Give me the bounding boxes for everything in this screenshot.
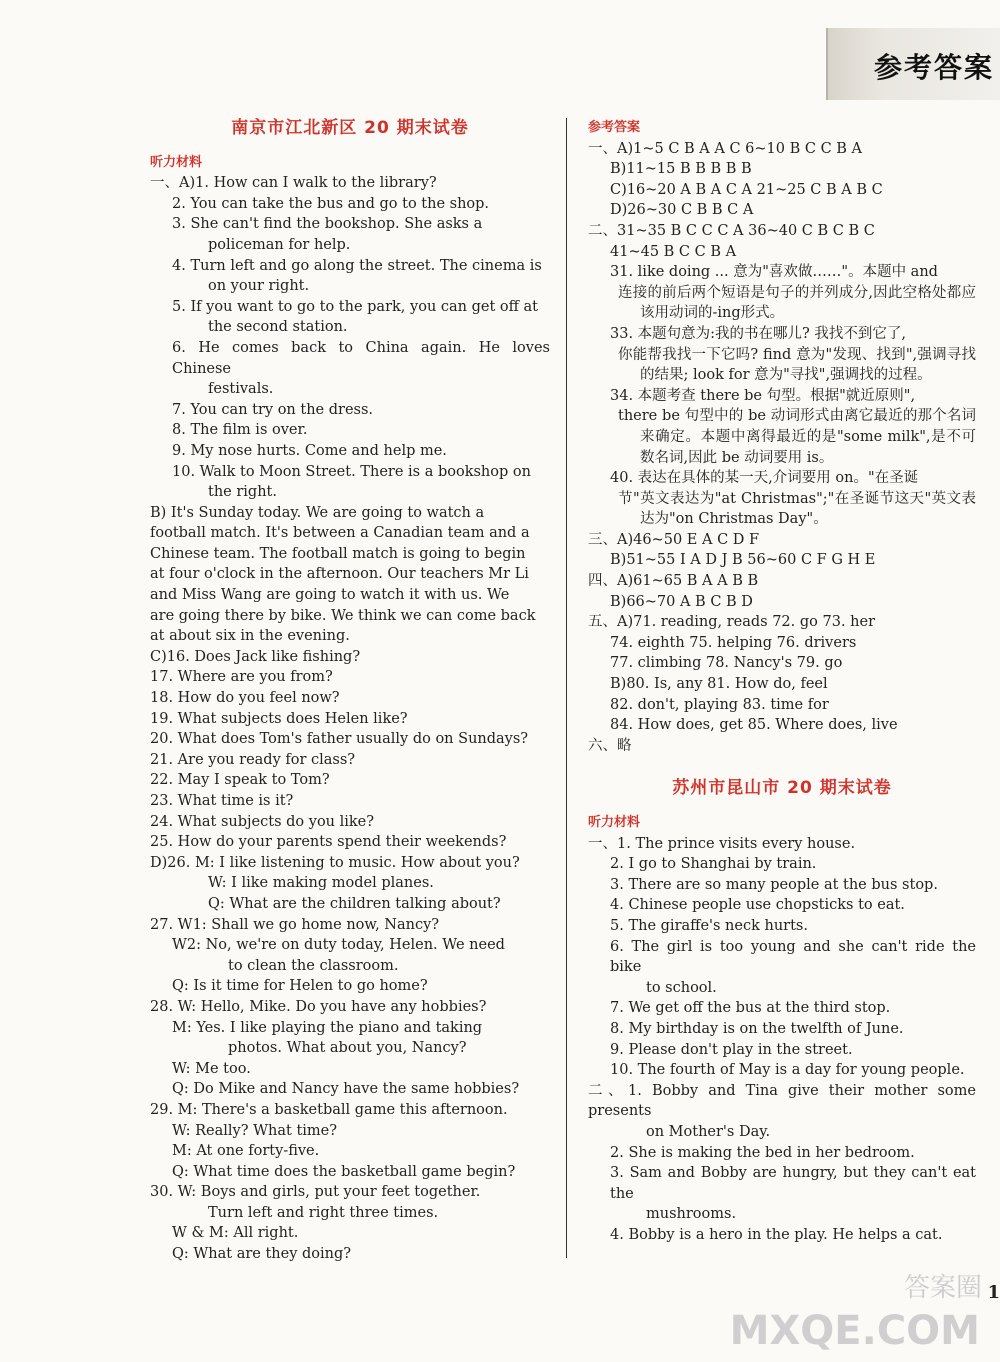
text-line: 10. Walk to Moon Street. There is a bookshop on — [172, 463, 531, 480]
text-line: M: At one forty-five. — [172, 1143, 320, 1160]
text-line: and Miss Wang are going to watch it with us. We — [150, 587, 510, 604]
text-line: Q: What are they doing? — [172, 1246, 352, 1263]
text-line: 2. She is making the bed in her bedroom. — [610, 1144, 915, 1161]
text-line: 19. What subjects does Helen like? — [150, 710, 408, 727]
text-line: 27. W1: Shall we go home now, Nancy? — [150, 916, 440, 933]
text-line: 22. May I speak to Tom? — [150, 772, 330, 789]
text-line: 4. Turn left and go along the street. The cinema is — [172, 257, 542, 274]
text-line: 7. You can try on the dress. — [172, 401, 374, 418]
text-line: 2. I go to Shanghai by train. — [610, 856, 817, 873]
text-line: 6. He comes back to China again. He loves Chinese — [172, 339, 550, 377]
text-line: Q: Is it time for Helen to go home? — [172, 978, 428, 995]
text-line: 一、1. The prince visits every house. — [588, 835, 856, 852]
text-line: festivals. — [208, 381, 274, 398]
text-line: photos. What about you, Nancy? — [228, 1040, 467, 1057]
text-line: to school. — [646, 979, 717, 996]
answer-line: 82. don't, playing 83. time for — [610, 696, 829, 713]
answer-line: 四、A)61~65 B A A B B — [588, 573, 759, 590]
column-divider — [566, 118, 567, 1258]
answer-line: C)16~20 A B A C A 21~25 C B A B C — [610, 181, 883, 198]
answer-line: 六、略 — [588, 737, 632, 754]
watermark-logo: 答案圈 — [903, 1273, 982, 1303]
text-line: 21. Are you ready for class? — [150, 751, 356, 768]
exam-title-1: 南京市江北新区 20 期末试卷 — [231, 118, 469, 138]
text-line: 10. The fourth of May is a day for young people. — [610, 1062, 965, 1079]
listening-lines-2 — [588, 834, 976, 1246]
text-line: Q: Do Mike and Nancy have the same hobbies? — [172, 1081, 520, 1098]
header-tab — [826, 28, 1000, 100]
text-line: the right. — [208, 484, 277, 501]
text-line: 一、A)1. How can I walk to the library? — [150, 175, 437, 192]
text-line: 20. What does Tom's father usually do on Sundays? — [150, 731, 529, 748]
answer-line: 84. How does, get 85. Where does, live — [610, 717, 898, 734]
text-line: W: Me too. — [172, 1060, 251, 1077]
text-line: Turn left and right three times. — [208, 1204, 439, 1221]
text-line: W & M: All right. — [172, 1225, 299, 1242]
text-line: 8. The film is over. — [172, 422, 308, 439]
answer-lines — [588, 139, 976, 757]
text-line: 28. W: Hello, Mike. Do you have any hobbies? — [150, 998, 487, 1015]
section-listening-2: 听力材料 — [588, 815, 641, 830]
answer-line: 二、31~35 B C C C A 36~40 C B C B C — [588, 222, 875, 239]
text-line: 9. My nose hurts. Come and help me. — [172, 442, 447, 459]
text-line: on your right. — [208, 278, 310, 295]
right-column — [588, 118, 976, 1245]
answer-line: 34. 本题考查 there be 句型。根据"就近原则", — [610, 387, 916, 404]
text-line: at four o'clock in the afternoon. Our teachers Mr Li — [150, 566, 529, 583]
answer-line: 五、A)71. reading, reads 72. go 73. her — [588, 614, 876, 631]
text-line: Q: What time does the basketball game begin? — [172, 1163, 516, 1180]
text-line: are going there by bike. We think we can come back — [150, 607, 536, 624]
text-line: 24. What subjects do you like? — [150, 813, 375, 830]
text-line: to clean the classroom. — [228, 957, 399, 974]
answer-line: 一、A)1~5 C B A A C 6~10 B C C B A — [588, 140, 863, 157]
answer-line: 节"英文表达为"at Christmas";"在圣诞节这天"英文表达为"on Christmas Day"。 — [618, 490, 976, 528]
answer-line: there be 句型中的 be 动词形式由离它最近的那个名词来确定。本题中离得最近的是"some milk",是不可数名词,因此 be 动词要用 is。 — [618, 408, 976, 466]
text-line: M: Yes. I like playing the piano and taking — [172, 1019, 483, 1036]
text-line: 3. There are so many people at the bus stop. — [610, 876, 938, 893]
text-line: 6. The girl is too young and she can't ride the bike — [610, 938, 976, 976]
exam-title-2: 苏州市昆山市 20 期末试卷 — [672, 778, 892, 799]
answer-line: 三、A)46~50 E A C D F — [588, 531, 760, 548]
answer-line: 你能帮我找一下它吗? find 意为"发现、找到",强调寻找的结果; look for 意为"寻找",强调找的过程。 — [618, 346, 976, 384]
text-line: 29. M: There's a basketball game this afternoon. — [150, 1101, 508, 1118]
answer-line: 77. climbing 78. Nancy's 79. go — [610, 655, 843, 672]
answer-line: 31. like doing ... 意为"喜欢做……"。本题中 and — [610, 264, 938, 281]
answer-line: 33. 本题句意为:我的书在哪儿? 我找不到它了, — [610, 325, 907, 342]
answer-line: 连接的前后两个短语是句子的并列成分,因此空格处都应该用动词的-ing形式。 — [618, 284, 976, 322]
tab-label: 参考答案 — [873, 51, 994, 84]
text-line: 4. Chinese people use chopsticks to eat. — [610, 897, 905, 914]
text-line: policeman for help. — [208, 236, 351, 253]
text-line: on Mother's Day. — [646, 1123, 771, 1140]
listening-lines-1 — [150, 173, 550, 1264]
text-line: 5. If you want to go to the park, you can get off at — [172, 298, 539, 315]
text-line: 8. My birthday is on the twelfth of June. — [610, 1020, 904, 1037]
text-line: W2: No, we're on duty today, Helen. We need — [172, 937, 505, 954]
text-line: 9. Please don't play in the street. — [610, 1041, 853, 1058]
text-line: at about six in the evening. — [150, 628, 350, 645]
text-line: 17. Where are you from? — [150, 669, 333, 686]
text-line: 二、1. Bobby and Tina give their mother some presents — [588, 1082, 976, 1120]
answer-line: B)80. Is, any 81. How do, feel — [610, 676, 828, 693]
answer-line: B)51~55 I A D J B 56~60 C F G H E — [610, 552, 876, 569]
text-line: Q: What are the children talking about? — [208, 895, 501, 912]
text-line: 23. What time is it? — [150, 793, 294, 809]
answer-line: D)26~30 C B B C A — [610, 202, 754, 219]
text-line: 5. The giraffe's neck hurts. — [610, 917, 808, 934]
answer-line: 74. eighth 75. helping 76. drivers — [610, 634, 857, 651]
text-line: 4. Bobby is a hero in the play. He helps a cat. — [610, 1226, 943, 1243]
section-listening-1: 听力材料 — [150, 154, 203, 170]
text-line: Chinese team. The football match is going to begin — [150, 545, 526, 562]
text-line: 25. How do your parents spend their weekends? — [150, 834, 507, 851]
text-line: W: Really? What time? — [172, 1122, 338, 1139]
page-number: 1 — [987, 1282, 1000, 1303]
text-line: 3. She can't find the bookshop. She asks a — [172, 216, 483, 233]
text-line: D)26. M: I like listening to music. How about you? — [150, 854, 520, 871]
answer-line: 41~45 B C C B A — [610, 243, 737, 260]
answer-line: B)66~70 A B C B D — [610, 593, 753, 610]
text-line: 3. Sam and Bobby are hungry, but they can't eat the — [610, 1165, 976, 1202]
text-line: the second station. — [208, 319, 348, 336]
text-line: 30. W: Boys and girls, put your feet together. — [150, 1184, 481, 1201]
section-answers: 参考答案 — [588, 120, 641, 135]
text-line: C)16. Does Jack like fishing? — [150, 648, 361, 665]
text-line: mushrooms. — [646, 1206, 737, 1223]
text-line: 18. How do you feel now? — [150, 690, 340, 707]
text-line: W: I like making model planes. — [208, 875, 434, 892]
answer-line: 40. 表达在具体的某一天,介词要用 on。"在圣诞 — [610, 470, 919, 487]
text-line: B) It's Sunday today. We are going to watch a — [150, 504, 485, 521]
watermark-url: MXQE.COM — [729, 1308, 980, 1354]
text-line: 7. We get off the bus at the third stop. — [610, 1000, 891, 1017]
answer-line: B)11~15 B B B B B — [610, 161, 752, 178]
text-line: football match. It's between a Canadian team and a — [150, 525, 530, 542]
left-column — [150, 118, 550, 1265]
text-line: 2. You can take the bus and go to the shop. — [172, 195, 490, 212]
